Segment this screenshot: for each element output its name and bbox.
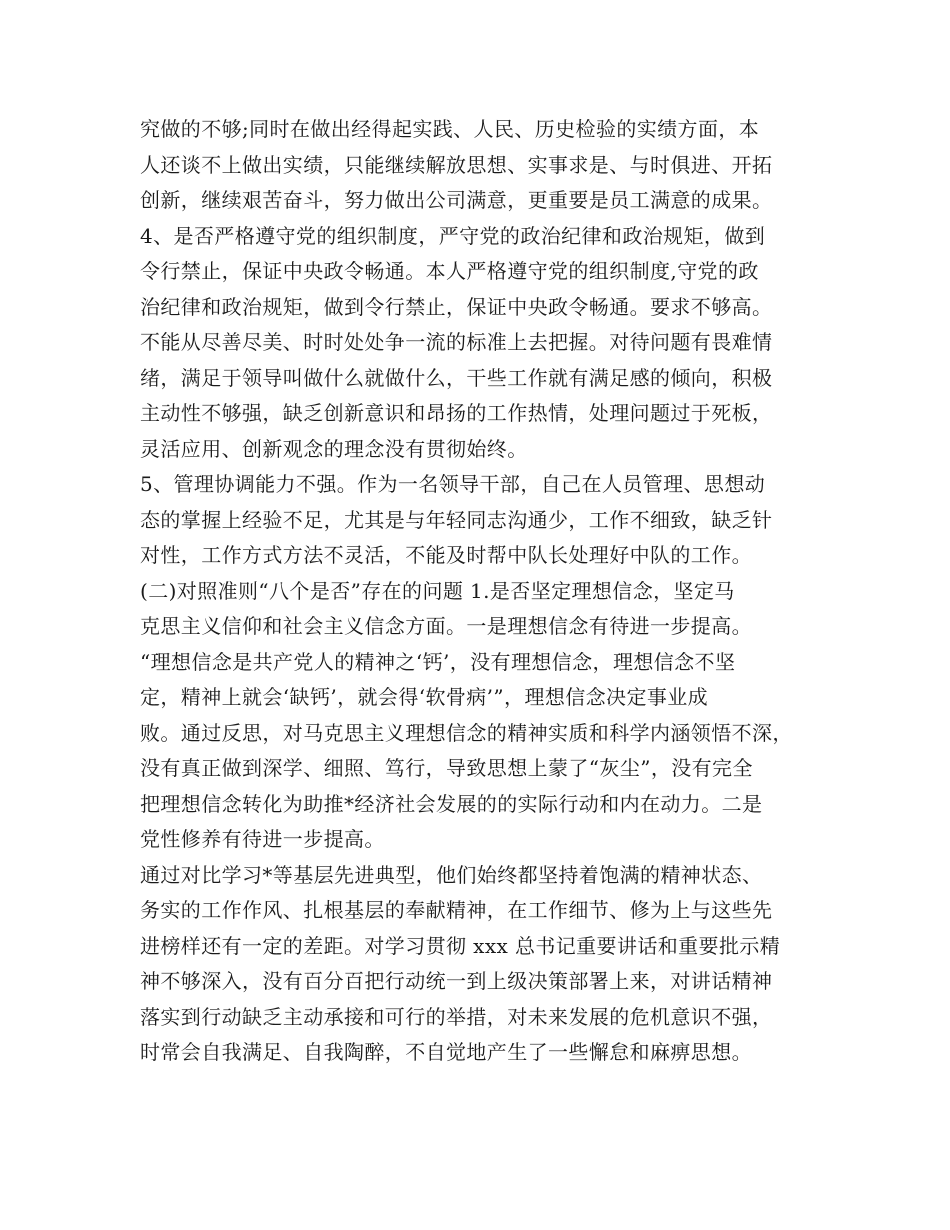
- text-line: 5、管理协调能力不强。作为一名领导干部，自己在人员管理、思想动: [140, 472, 766, 496]
- text-line: 败。通过反思，对马克思主义理想信念的精神实质和科学内涵领悟不深，: [140, 720, 793, 745]
- text-line: 治纪律和政治规矩，做到令行禁止，保证中央政令畅通。要求不够高。: [140, 294, 773, 319]
- text-line: 对性，工作方式方法不灵活，不能及时帮中队长处理好中队的工作。: [140, 543, 752, 567]
- text-line: 4、是否严格遵守党的组织制度，严守党的政治纪律和政治规矩，做到: [140, 223, 766, 248]
- text-line: 创新，继续艰苦奋斗，努力做出公司满意，更重要是员工满意的成果。: [140, 188, 773, 212]
- text-line: 主动性不够强，缺乏创新意识和昂扬的工作热情，处理问题过于死板，: [140, 401, 773, 425]
- text-line: 不能从尽善尽美、时时处处争一流的标准上去把握。对待问题有畏难情: [140, 330, 773, 354]
- text-line: 没有真正做到深学、细照、笃行，导致思想上蒙了“灰尘”，没有完全: [140, 756, 753, 780]
- text-line: 进榜样还有一定的差距。对学习贯彻 xxx 总书记重要讲话和重要批示精: [140, 933, 781, 958]
- text-line: 落实到行动缺乏主动承接和可行的举措，对未来发展的危机意识不强，: [140, 1004, 773, 1029]
- text-line: 党性修养有待进一步提高。: [140, 827, 385, 851]
- text-line: “理想信念是共产党人的精神之‘钙’，没有理想信念，理想信念不坚: [140, 649, 736, 674]
- text-line: 绪，满足于领导叫做什么就做什么，干些工作就有满足感的倾向，积极: [140, 365, 773, 390]
- text-line: 定，精神上就会‘缺钙’，就会得‘软骨病’”，理想信念决定事业成: [140, 685, 709, 709]
- text-line: 通过对比学习*等基层先进典型，他们始终都坚持着饱满的精神状态、: [140, 862, 763, 887]
- text-line: 克思主义信仰和社会主义信念方面。一是理想信念有待进一步提高。: [140, 614, 752, 638]
- text-line: 把理想信念转化为助推*经济社会发展的的实际行动和内在动力。二是: [140, 791, 763, 816]
- text-line: 时常会自我满足、自我陶醉，不自觉地产生了一些懈怠和麻痹思想。: [140, 1040, 752, 1064]
- text-line: 令行禁止，保证中央政令畅通。本人严格遵守党的组织制度,守党的政: [140, 259, 759, 283]
- text-line: 务实的工作作风、扎根基层的奉献精神，在工作细节、修为上与这些先: [140, 898, 773, 922]
- text-line: 人还谈不上做出实绩，只能继续解放思想、实事求是、与时俱进、开拓: [140, 152, 773, 177]
- text-line: 究做的不够;同时在做出经得起实践、人民、历史检验的实绩方面，本: [140, 117, 760, 141]
- text-line: 态的掌握上经验不足，尤其是与年轻同志沟通少，工作不细致，缺乏针: [140, 507, 773, 532]
- text-line: (二)对照准则“八个是否”存在的问题 1.是否坚定理想信念，坚定马: [140, 578, 735, 603]
- text-line: 灵活应用、创新观念的理念没有贯彻始终。: [140, 436, 528, 461]
- document-body: [140, 112, 830, 1071]
- text-line: 神不够深入，没有百分百把行动统一到上级决策部署上来，对讲话精神: [140, 969, 773, 993]
